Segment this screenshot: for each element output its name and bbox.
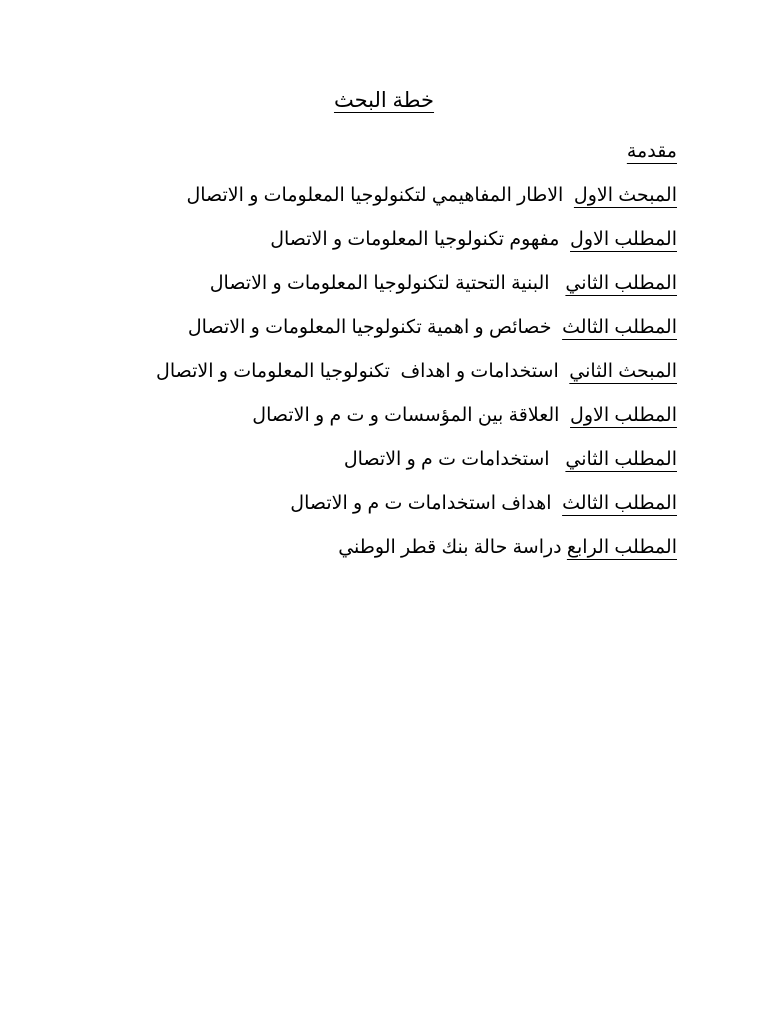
outline-text: الاطار المفاهيمي لتكنولوجيا المعلومات و الاتصال: [186, 185, 574, 206]
outline-row-section-2-3: [37, 482, 677, 526]
outline-text: استخدامات و اهداف تكنولوجيا المعلومات و الاتصال: [156, 361, 570, 382]
outline-row-section-2-4: [37, 526, 677, 570]
outline-row-section-1-2: [37, 262, 677, 306]
outline-text: دراسة حالة بنك قطر الوطني: [338, 537, 567, 558]
outline-text: اهداف استخدامات ت م و الاتصال: [290, 493, 563, 514]
outline-text: البنية التحتية لتكنولوجيا المعلومات و الاتصال: [209, 273, 566, 294]
outline-label: المطلب الثاني: [565, 273, 677, 294]
outline-text: استخدامات ت م و الاتصال: [343, 449, 566, 470]
outline-row-chapter-1: [37, 174, 677, 218]
research-outline: [37, 130, 677, 570]
outline-row-section-1-1: [37, 218, 677, 262]
outline-text: العلاقة بين المؤسسات و ت م و الاتصال: [252, 405, 571, 426]
outline-label: مقدمة: [626, 141, 677, 162]
outline-label: المطلب الثالث: [562, 317, 677, 338]
outline-row-intro: [37, 130, 677, 174]
outline-label: المطلب الاول: [570, 405, 677, 426]
outline-label: المطلب الاول: [570, 229, 677, 250]
document-title-text: خطة البحث: [333, 89, 435, 112]
outline-row-section-1-3: [37, 306, 677, 350]
outline-label: المبحث الاول: [573, 185, 677, 206]
outline-row-section-2-2: [37, 438, 677, 482]
outline-text: خصائص و اهمية تكنولوجيا المعلومات و الاتصال: [187, 317, 563, 338]
outline-label: المبحث الثاني: [569, 361, 677, 382]
outline-row-section-2-1: [37, 394, 677, 438]
outline-label: المطلب الرابع: [566, 537, 677, 558]
outline-row-chapter-2: [37, 350, 677, 394]
outline-label: المطلب الثاني: [565, 449, 677, 470]
outline-text: مفهوم تكنولوجيا المعلومات و الاتصال: [270, 229, 571, 250]
document-title: [0, 86, 768, 116]
outline-label: المطلب الثالث: [562, 493, 677, 514]
